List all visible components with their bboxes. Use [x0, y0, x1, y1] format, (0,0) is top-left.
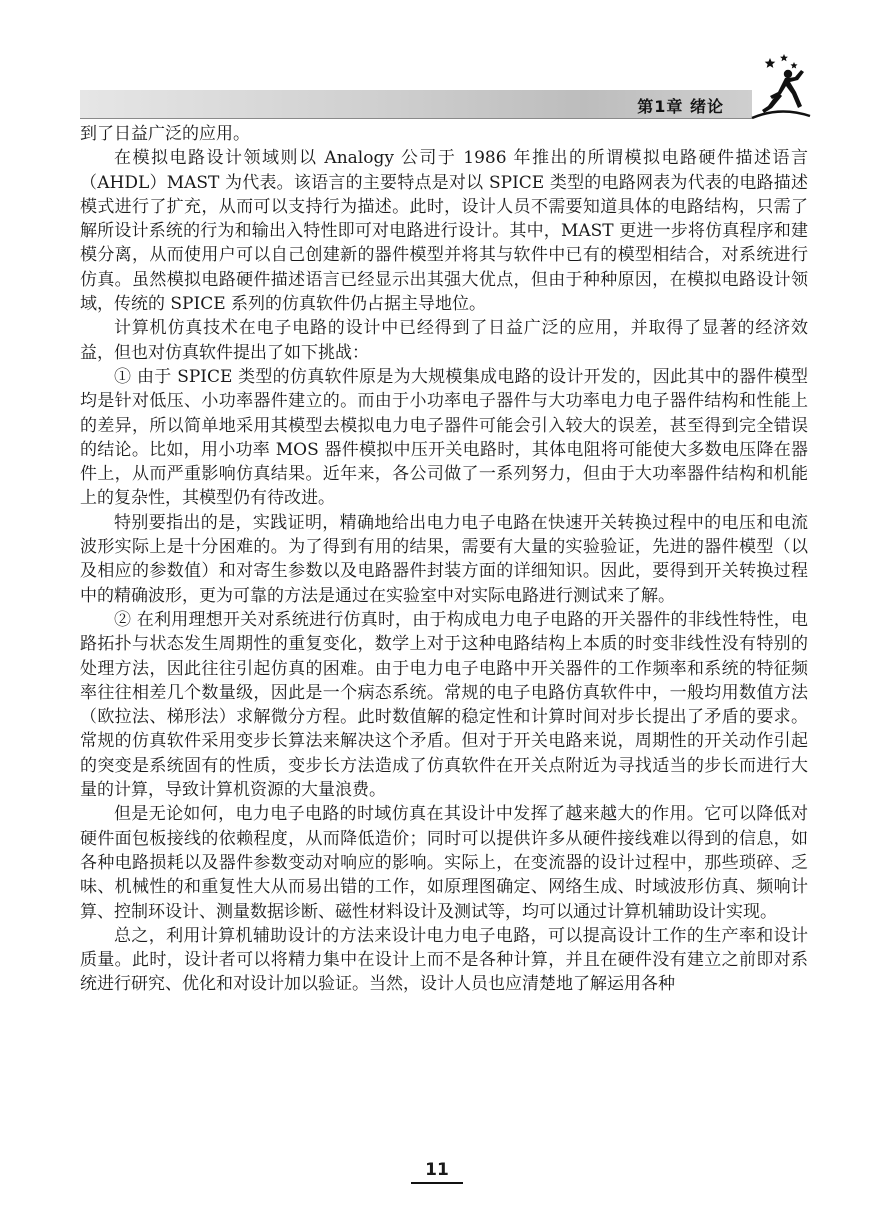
body-text [80, 122, 808, 997]
paragraph: ① 由于 SPICE 类型的仿真软件原是为大规模集成电路的设计开发的，因此其中的器件模型均是针对低压、小功率器件建立的。而由于小功率电子器件与大功率电力电子器件结构和性能上的差异，所以简单地采用其模型去模拟电力电子器件可能会引入较大的误差，甚至得到完全错误的结论。比如，用小功率 MOS 器件模拟中压开关电路时，其体电阻将可能使大多数电压降在器件上，从而严重影响仿真结果。近年来，各公司做了一系列努力，但由于大功率器件结构和机能上的复杂性，其模型仍有待改进。 [80, 366, 808, 509]
paragraph: 在模拟电路设计领域则以 Analogy 公司于 1986 年推出的所谓模拟电路硬件描述语言（AHDL）MAST 为代表。该语言的主要特点是对以 SPICE 类型的电路网表为代表的电路描述模式进行了扩充，从而可以支持行为描述。此时，设计人员不需要知道具体的电路结构，只需了解所设计系统的行为和输出入特性即可对电路进行设计。其中，MAST 更进一步将仿真程序和建模分离，从而使用户可以自己创建新的器件模型并将其与软件中已有的模型相结合，对系统进行仿真。虽然模拟电路硬件描述语言已经显示出其强大优点，但由于种种原因，在模拟电路设计领域，传统的 SPICE 系列的仿真软件仍占据主导地位。 [80, 148, 808, 315]
page-number [0, 1160, 874, 1184]
paragraph: 但是无论如何，电力电子电路的时域仿真在其设计中发挥了越来越大的作用。它可以降低对硬件面包板接线的依赖程度，从而降低造价；同时可以提供许多从硬件接线难以得到的信息，如各种电路损耗以及器件参数变动对响应的影响。实际上，在变流器的设计过程中，那些琐碎、乏味、机械性的和重复性大从而易出错的工作，如原理图确定、网络生成、时域波形仿真、频响计算、控制环设计、测量数据诊断、磁性材料设计及测试等，均可以通过计算机辅助设计实现。 [80, 804, 808, 922]
chapter-title: 第1章 绪论 [637, 97, 724, 116]
page-number-value: 11 [411, 1160, 463, 1184]
paragraph: 总之，利用计算机辅助设计的方法来设计电力电子电路，可以提高设计工作的生产率和设计质量。此时，设计者可以将精力集中在设计上而不是各种计算，并且在硬件没有建立之前即对系统进行研究、优化和对设计加以验证。当然，设计人员也应清楚地了解运用各种 [80, 925, 808, 995]
paragraph: ② 在利用理想开关对系统进行仿真时，由于构成电力电子电路的开关器件的非线性特性，电路拓扑与状态发生周期性的重复变化，数学上对于这种电路结构上本质的时变非线性没有特别的处理方法，因此往往引起仿真的困难。由于电力电子电路中开关器件的工作频率和系统的特征频率往往相差几个数量级，因此是一个病态系统。常规的电子电路仿真软件中，一般均用数值方法（欧拉法、梯形法）求解微分方程。此时数值解的稳定性和计算时间对步长提出了矛盾的要求。常规的仿真软件采用变步长算法来解决这个矛盾。但对于开关电路来说，周期性的开关动作引起的突变是系统固有的性质，变步长方法造成了仿真软件在开关点附近为寻找适当的步长而进行大量的计算，导致计算机资源的大量浪费。 [80, 609, 808, 801]
running-figure-with-stars-icon [748, 52, 812, 122]
paragraph: 计算机仿真技术在电子电路的设计中已经得到了日益广泛的应用，并取得了显著的经济效益，但也对仿真软件提出了如下挑战： [80, 318, 808, 363]
paragraph: 特别要指出的是，实践证明，精确地给出电力电子电路在快速开关转换过程中的电压和电流波形实际上是十分困难的。为了得到有用的结果，需要有大量的实验验证，先进的器件模型（以及相应的参数值）和对寄生参数以及电路器件封装方面的详细知识。因此，要得到开关转换过程中的精确波形，更为可靠的方法是通过在实验室中对实际电路进行测试来了解。 [80, 512, 808, 606]
paragraph: 到了日益广泛的应用。 [80, 124, 250, 144]
